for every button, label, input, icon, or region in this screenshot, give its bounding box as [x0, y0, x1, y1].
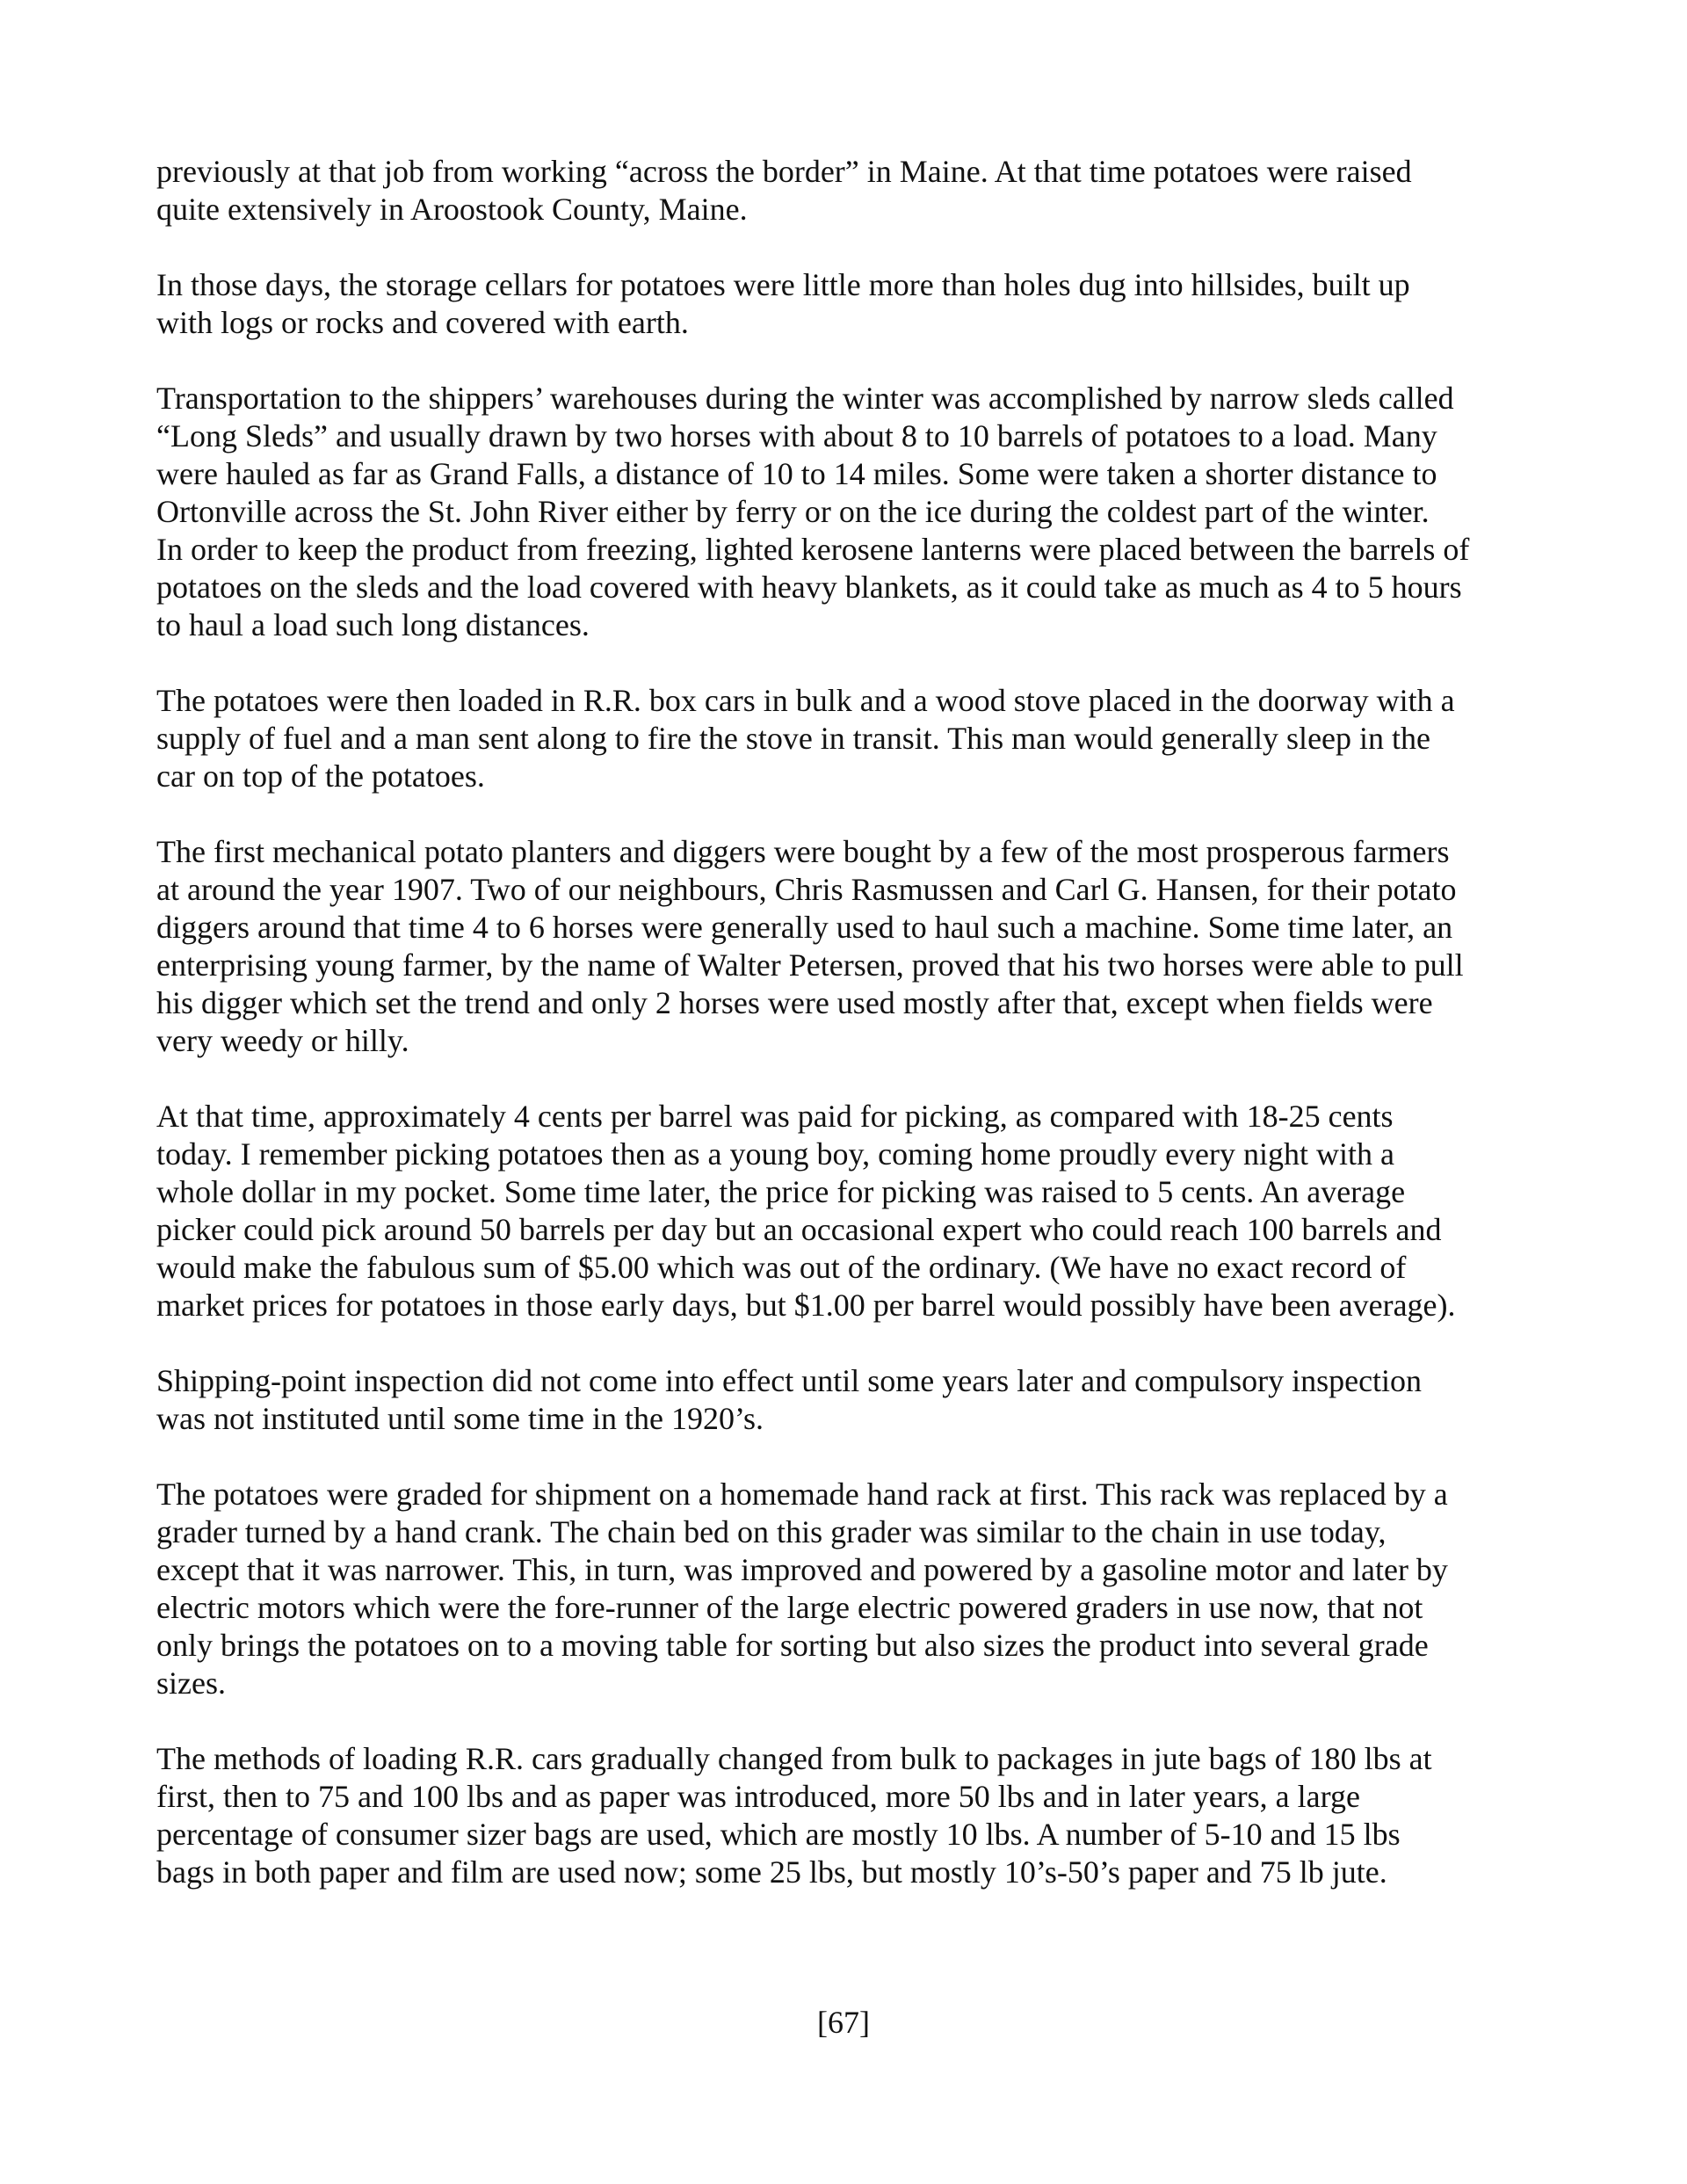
paragraph: The first mechanical potato planters and diggers were bought by a few of the most prosperous farmers at around the year 1907. Two of our neighbours, Chris Rasmussen and Carl G. Hansen, for their potato diggers around that time 4 to 6 horses were generally used to haul such a machine. Some time later, an enterprising young farmer, by the name of Walter Petersen, proved that his two horses were able to pull his digger which set the trend and only 2 horses were used mostly after that, except when fields were very weedy or hilly.: [156, 834, 1464, 1058]
page-number: [67]: [817, 2005, 870, 2040]
paragraph: Transportation to the shippers’ warehouses during the winter was accomplished by narrow sleds called “Long Sleds” and usually drawn by two horses with about 8 to 10 barrels of potatoes to a load. Many were hauled as far as Grand Falls, a distance of 10 to 14 miles. Some were taken a shorter distance to Ortonville across the St. John River either by ferry or on the ice during the coldest part of the winter. In order to keep the product from freezing, lighted kerosene lanterns were placed between the barrels of potatoes on the sleds and the load covered with heavy blankets, as it could take as much as 4 to 5 hours to haul a load such long distances.: [156, 381, 1470, 642]
document-body: [156, 153, 1553, 1929]
paragraph: The methods of loading R.R. cars gradually changed from bulk to packages in jute bags of 180 lbs at first, then to 75 and 100 lbs and as paper was introduced, more 50 lbs and in later years, a large percentage of consumer sizer bags are used, which are mostly 10 lbs. A number of 5-10 and 15 lbs bags in both paper and film are used now; some 25 lbs, but mostly 10’s-50’s paper and 75 lb jute.: [156, 1741, 1432, 1890]
paragraph: In those days, the storage cellars for potatoes were little more than holes dug into hillsides, built up with logs or rocks and covered with earth.: [156, 267, 1410, 340]
paragraph: The potatoes were graded for shipment on a homemade hand rack at first. This rack was replaced by a grader turned by a hand crank. The chain bed on this grader was similar to the chain in use today, except that it was narrower. This, in turn, was improved and powered by a gasoline motor and later by electric motors which were the fore-runner of the large electric powered graders in use now, that not only brings the potatoes on to a moving table for sorting but also sizes the product into several grade sizes.: [156, 1477, 1448, 1701]
paragraph: Shipping-point inspection did not come into effect until some years later and compulsory inspection was not instituted until some time in the 1920’s.: [156, 1363, 1423, 1436]
paragraph: previously at that job from working “across the border” in Maine. At that time potatoes were raised quite extensively in Aroostook County, Maine.: [156, 154, 1412, 227]
paragraph: The potatoes were then loaded in R.R. box cars in bulk and a wood stove placed in the doorway with a supply of fuel and a man sent along to fire the stove in transit. This man would generally sleep in the car on top of the potatoes.: [156, 683, 1455, 794]
paragraph: At that time, approximately 4 cents per barrel was paid for picking, as compared with 18-25 cents today. I remember picking potatoes then as a young boy, coming home proudly every night with a whole dollar in my pocket. Some time later, the price for picking was raised to 5 cents. An average picker could pick around 50 barrels per day but an occasional expert who could reach 100 barrels and would make the fabulous sum of $5.00 which was out of the ordinary. (We have no exact record of market prices for potatoes in those early days, but $1.00 per barrel would possibly have been average).: [156, 1099, 1456, 1323]
